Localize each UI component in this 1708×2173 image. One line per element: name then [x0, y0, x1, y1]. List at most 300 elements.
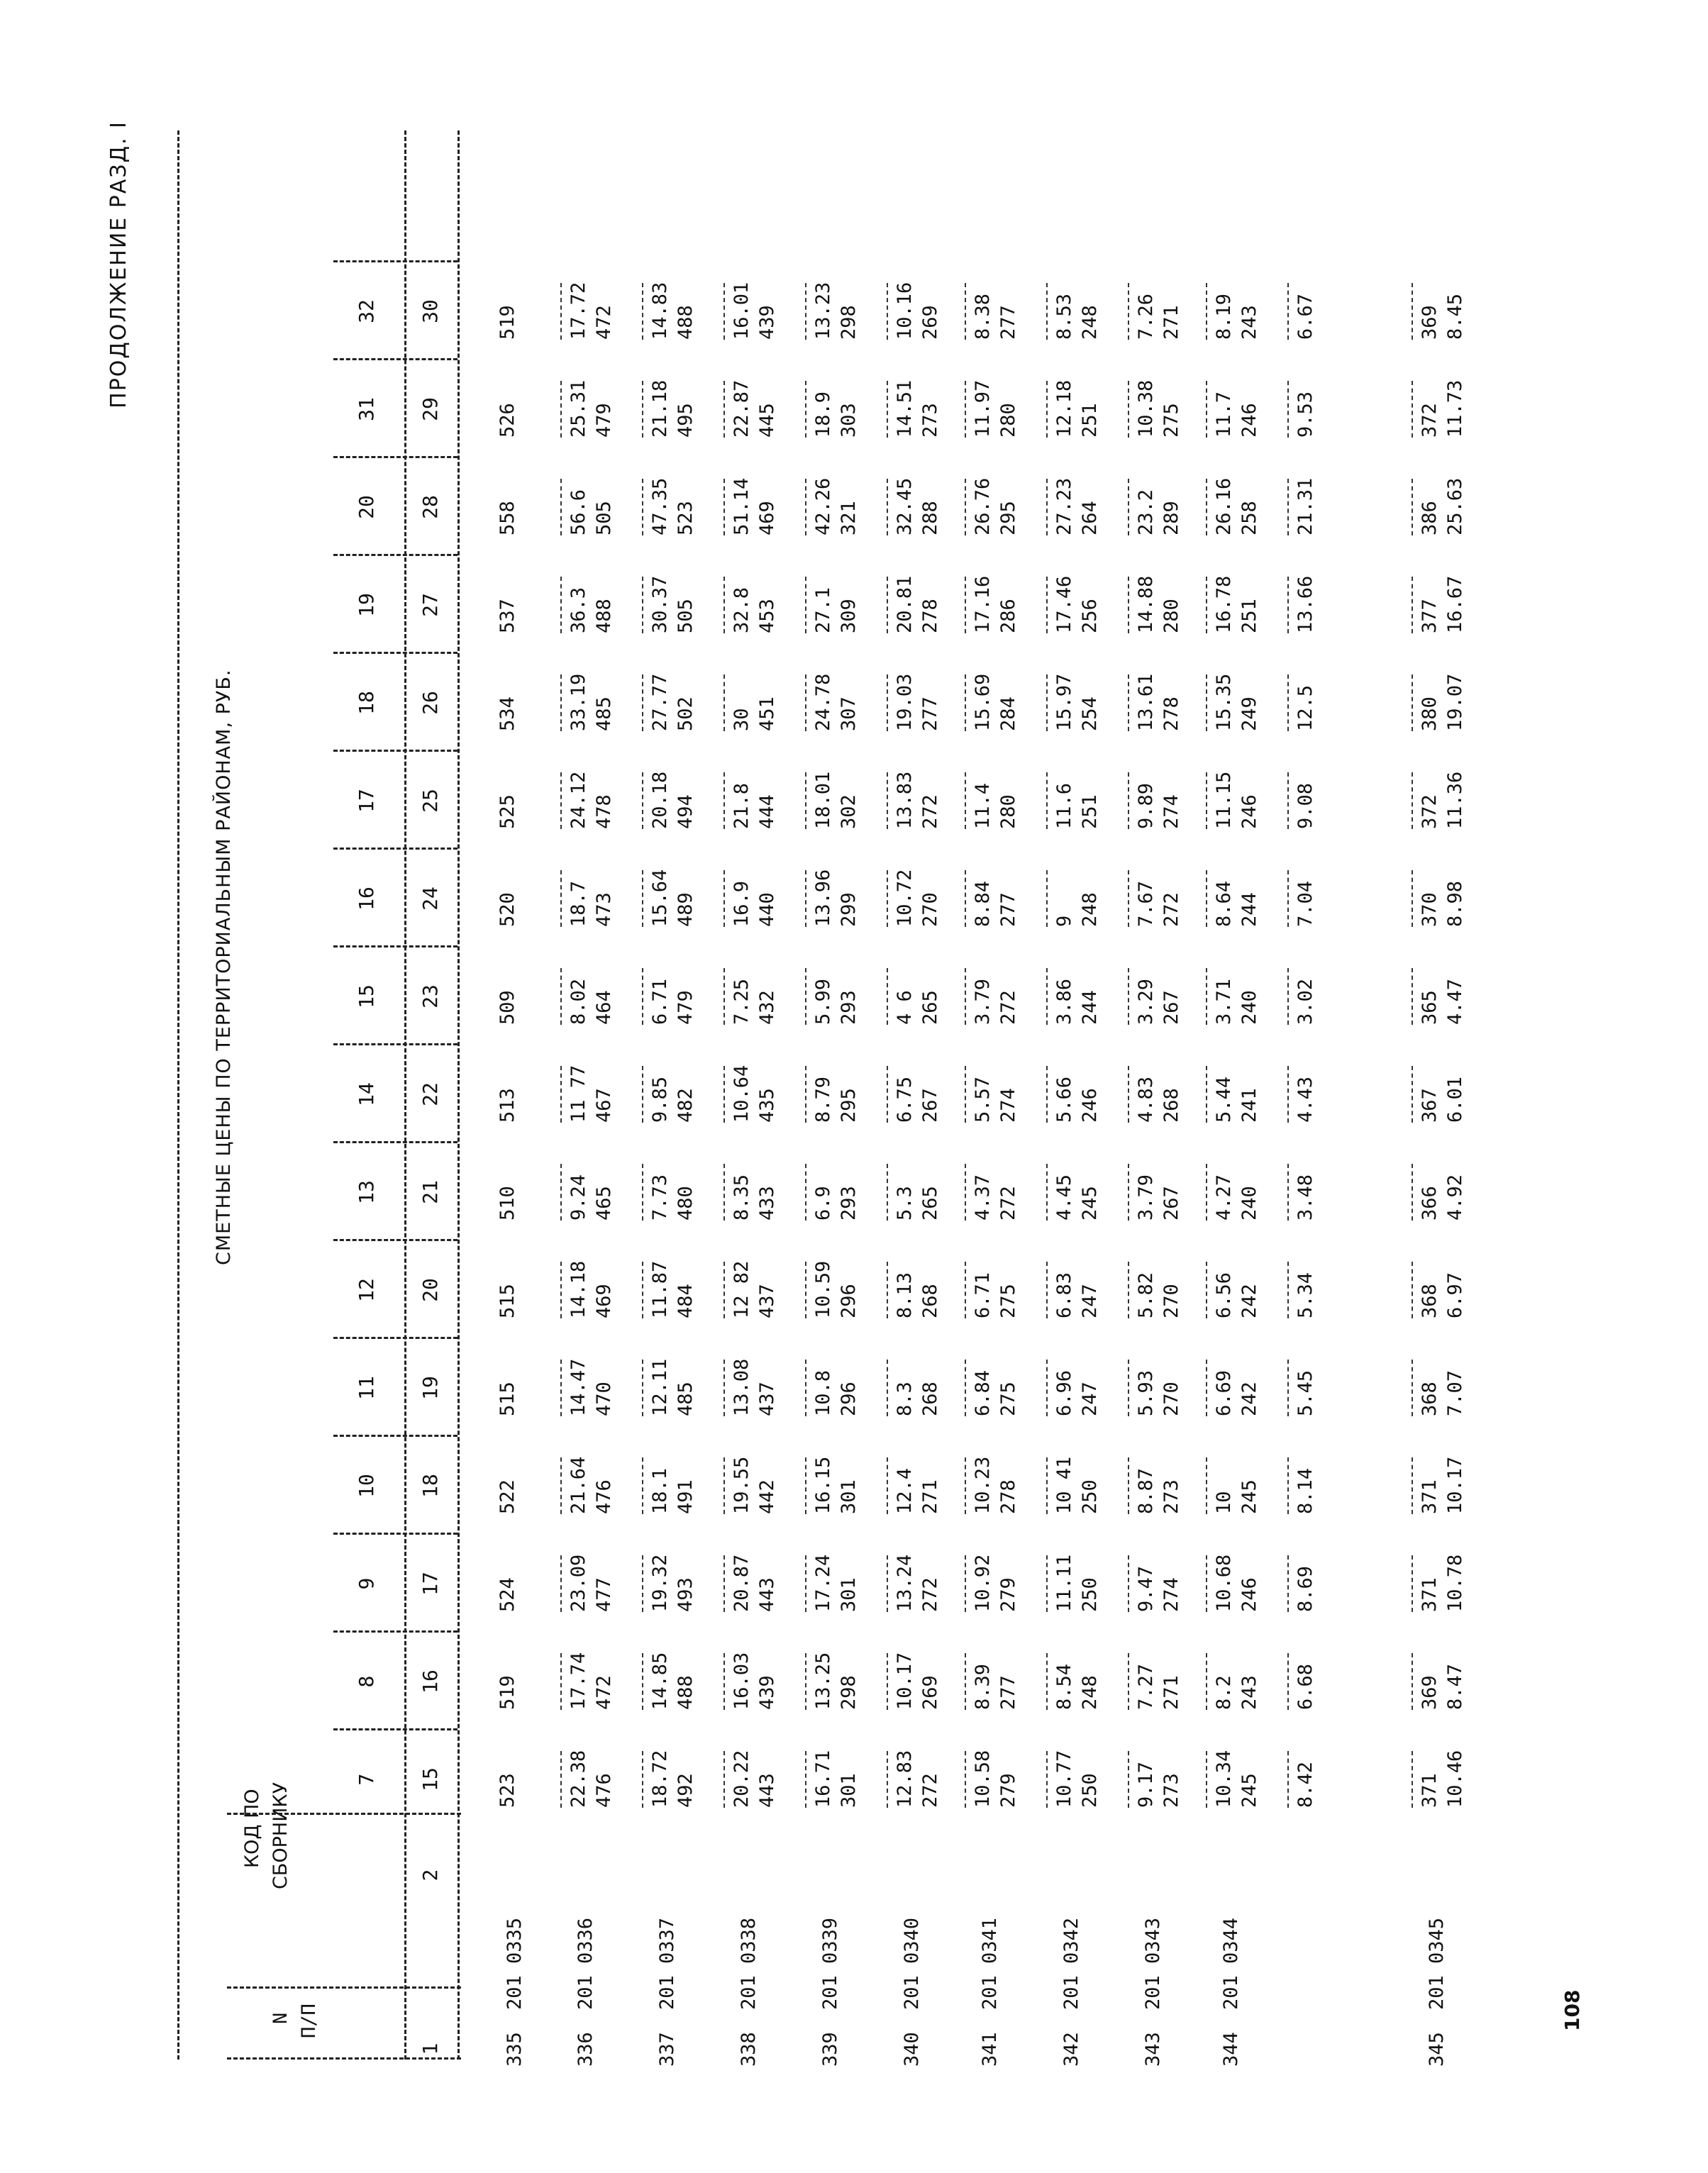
price-value: 13.25: [812, 1652, 834, 1710]
price-value: 6.71: [649, 978, 671, 1025]
header-divider: [333, 1435, 458, 1437]
price-value: 242: [1238, 1382, 1260, 1416]
price-value: 13.96: [812, 869, 834, 927]
cell-rule: [887, 1457, 888, 1514]
price-value: 280: [997, 403, 1019, 438]
price-value: 10.23: [972, 1456, 994, 1514]
header-divider: [227, 2057, 461, 2060]
col-number-top: 18: [355, 691, 378, 715]
price-value: 10.34: [1213, 1750, 1235, 1808]
row-number: 345: [1426, 2032, 1448, 2067]
price-value: 443: [756, 1773, 778, 1808]
cell-rule: [1046, 283, 1048, 340]
cell-rule: [965, 870, 966, 927]
price-value: 479: [593, 403, 615, 438]
cell-rule: [1128, 1262, 1129, 1318]
cell-rule: [1046, 577, 1048, 633]
cell-rule: [560, 674, 562, 731]
price-value: 6.56: [1213, 1272, 1235, 1318]
cell-rule: [965, 479, 966, 535]
price-value: 14.85: [649, 1652, 671, 1710]
cell-rule: [1287, 674, 1289, 731]
cell-rule: [1128, 968, 1129, 1025]
cell-rule: [1412, 1751, 1413, 1808]
price-value: 248: [1079, 305, 1101, 340]
cell-rule: [1287, 1262, 1289, 1318]
price-value: 286: [997, 599, 1019, 633]
price-value: 47.35: [649, 477, 671, 535]
price-value: 522: [497, 1479, 518, 1514]
price-value: 32.45: [894, 477, 916, 535]
price-value: 12.18: [1053, 379, 1075, 438]
price-value: 256: [1079, 599, 1101, 633]
col-number-bottom: 23: [418, 984, 442, 1008]
price-value: 437: [756, 1382, 778, 1416]
col-number-top: 7: [355, 1773, 378, 1786]
price-value: 248: [1079, 892, 1101, 927]
cell-rule: [1206, 577, 1207, 633]
col-number-bottom: 21: [418, 1180, 442, 1204]
price-value: 15.35: [1213, 673, 1235, 731]
cell-rule: [723, 1066, 725, 1123]
cell-rule: [560, 1262, 562, 1318]
price-value: 439: [756, 1675, 778, 1710]
price-value: 8.39: [972, 1663, 994, 1710]
price-value: 22.87: [731, 379, 753, 438]
cell-rule: [1046, 479, 1048, 535]
cell-rule: [1412, 1555, 1413, 1612]
price-value: 19.03: [894, 673, 916, 731]
cell-rule: [965, 1751, 966, 1808]
price-value: 10.58: [972, 1750, 994, 1808]
col-number-top: 17: [355, 789, 378, 813]
price-value: 515: [497, 1284, 518, 1318]
price-value: 293: [838, 990, 860, 1025]
cell-rule: [1287, 968, 1289, 1025]
cell-rule: [965, 968, 966, 1025]
cell-rule: [560, 1360, 562, 1416]
price-value: 13.08: [731, 1358, 753, 1416]
price-value: 13.24: [894, 1554, 916, 1612]
n-header-1: N: [270, 2012, 292, 2024]
cell-rule: [887, 1164, 888, 1221]
cell-rule: [1287, 577, 1289, 633]
price-value: 8.87: [1135, 1467, 1157, 1514]
cell-rule: [1128, 1164, 1129, 1221]
price-value: 482: [675, 1088, 697, 1123]
price-value: 240: [1238, 990, 1260, 1025]
price-value: 296: [838, 1284, 860, 1318]
cell-rule: [887, 674, 888, 731]
price-value: 6.96: [1053, 1369, 1075, 1416]
cell-rule: [723, 1457, 725, 1514]
price-value: 258: [1238, 501, 1260, 535]
price-value: 8.69: [1294, 1565, 1316, 1612]
price-value: 372: [1419, 794, 1441, 829]
price-value: 251: [1238, 599, 1260, 633]
price-value: 5.93: [1135, 1369, 1157, 1416]
price-value: 19.32: [649, 1554, 671, 1612]
cell-rule: [1046, 968, 1048, 1025]
cell-rule: [1412, 1653, 1413, 1710]
cell-rule: [1412, 1360, 1413, 1416]
price-value: 277: [919, 696, 941, 731]
price-value: 274: [1160, 794, 1182, 829]
price-value: 7.67: [1135, 880, 1157, 927]
price-value: 20.18: [649, 771, 671, 829]
cell-rule: [887, 870, 888, 927]
cell-rule: [1412, 870, 1413, 927]
row-number: 335: [504, 2032, 526, 2067]
cell-rule: [887, 1751, 888, 1808]
cell-rule: [1206, 772, 1207, 829]
price-value: 11.87: [649, 1260, 671, 1318]
price-value: 8.02: [567, 978, 589, 1025]
cell-rule: [723, 479, 725, 535]
col-number-bottom: 24: [418, 887, 442, 911]
price-value: 277: [997, 305, 1019, 340]
cell-rule: [887, 1262, 888, 1318]
price-value: 267: [1160, 1186, 1182, 1221]
price-value: 485: [593, 696, 615, 731]
cell-rule: [560, 1751, 562, 1808]
price-value: 17.74: [567, 1652, 589, 1710]
row-code: 201 0345: [1426, 1917, 1448, 2010]
cell-rule: [1046, 1360, 1048, 1416]
price-value: 13.66: [1294, 575, 1316, 633]
cell-rule: [1412, 381, 1413, 438]
price-value: 264: [1079, 501, 1101, 535]
row-number: 340: [901, 2032, 923, 2067]
cell-rule: [1287, 772, 1289, 829]
row-code: 201 0336: [575, 1917, 597, 2010]
cell-rule: [1128, 381, 1129, 438]
cell-rule: [965, 283, 966, 340]
header-divider: [333, 1533, 458, 1535]
price-value: 25.63: [1444, 477, 1466, 535]
col-number-bottom: 22: [418, 1082, 442, 1106]
cell-rule: [642, 283, 643, 340]
price-value: 505: [593, 501, 615, 535]
price-value: 16.9: [731, 880, 753, 927]
cell-rule: [642, 1066, 643, 1123]
price-value: 443: [756, 1577, 778, 1612]
price-value: 30: [731, 708, 753, 731]
cell-rule: [887, 968, 888, 1025]
row-number: 339: [819, 2032, 841, 2067]
row-number: 337: [656, 2032, 678, 2067]
header-divider: [333, 1728, 458, 1730]
header-divider: [333, 358, 458, 360]
cell-rule: [1128, 1555, 1129, 1612]
price-value: 523: [675, 501, 697, 535]
price-value: 5.57: [972, 1076, 994, 1123]
price-value: 3.79: [972, 978, 994, 1025]
price-value: 445: [756, 403, 778, 438]
price-value: 33.19: [567, 673, 589, 731]
price-value: 14.51: [894, 379, 916, 438]
price-value: 5.45: [1294, 1369, 1316, 1416]
cell-rule: [723, 577, 725, 633]
price-value: 4.47: [1444, 978, 1466, 1025]
price-value: 15.64: [649, 869, 671, 927]
col-number-bottom: 19: [418, 1376, 442, 1400]
price-value: 11.73: [1444, 379, 1466, 438]
price-value: 8.98: [1444, 880, 1466, 927]
price-value: 489: [675, 892, 697, 927]
price-value: 299: [838, 892, 860, 927]
header-bottom-rule: [458, 130, 460, 2060]
price-value: 442: [756, 1479, 778, 1514]
price-value: 240: [1238, 1186, 1260, 1221]
cell-rule: [642, 479, 643, 535]
cell-rule: [642, 968, 643, 1025]
cell-rule: [805, 1751, 806, 1808]
price-value: 307: [838, 696, 860, 731]
price-value: 10.38: [1135, 379, 1157, 438]
price-value: 16.01: [731, 282, 753, 340]
cell-rule: [965, 1555, 966, 1612]
price-value: 4.83: [1135, 1076, 1157, 1123]
price-value: 272: [919, 794, 941, 829]
price-value: 18.1: [649, 1467, 671, 1514]
cell-rule: [1046, 1751, 1048, 1808]
cell-rule: [642, 772, 643, 829]
price-value: 246: [1238, 403, 1260, 438]
price-value: 23.2: [1135, 489, 1157, 535]
price-value: 491: [675, 1479, 697, 1514]
cell-rule: [560, 870, 562, 927]
cell-rule: [887, 577, 888, 633]
row-code: 201 0335: [504, 1917, 526, 2010]
price-value: 21.8: [731, 782, 753, 829]
cell-rule: [642, 1653, 643, 1710]
price-value: 3.79: [1135, 1174, 1157, 1221]
price-value: 303: [838, 403, 860, 438]
cell-rule: [642, 381, 643, 438]
price-value: 278: [919, 599, 941, 633]
cell-rule: [1412, 772, 1413, 829]
section-header: ПРОДОЛЖЕНИЕ РАЗД. I: [106, 121, 131, 409]
cell-rule: [805, 1066, 806, 1123]
cell-rule: [965, 1164, 966, 1221]
price-value: 21.31: [1294, 477, 1316, 535]
price-value: 479: [675, 990, 697, 1025]
price-value: 244: [1238, 892, 1260, 927]
price-value: 247: [1079, 1382, 1101, 1416]
header-divider: [227, 1986, 461, 1989]
cell-rule: [1046, 870, 1048, 927]
price-value: 277: [997, 892, 1019, 927]
price-value: 265: [919, 990, 941, 1025]
row-code: 201 0344: [1220, 1917, 1242, 2010]
col-number-top: 10: [355, 1474, 378, 1498]
price-value: 4.43: [1294, 1076, 1316, 1123]
cell-rule: [805, 283, 806, 340]
price-value: 519: [497, 305, 518, 340]
cell-rule: [1128, 283, 1129, 340]
price-value: 321: [838, 501, 860, 535]
col-number-bottom: 2: [418, 1869, 442, 1882]
price-value: 9.47: [1135, 1565, 1157, 1612]
cell-rule: [1206, 381, 1207, 438]
price-value: 484: [675, 1284, 697, 1318]
price-value: 8.13: [894, 1272, 916, 1318]
price-value: 246: [1238, 1577, 1260, 1612]
price-value: 271: [1160, 305, 1182, 340]
price-value: 368: [1419, 1284, 1441, 1318]
col-number-bottom: 15: [418, 1767, 442, 1791]
row-number: 344: [1220, 2032, 1242, 2067]
price-value: 7.27: [1135, 1663, 1157, 1710]
cell-rule: [560, 1164, 562, 1221]
cell-rule: [965, 577, 966, 633]
price-value: 14.83: [649, 282, 671, 340]
price-value: 14.18: [567, 1260, 589, 1318]
cell-rule: [965, 1457, 966, 1514]
price-value: 272: [919, 1773, 941, 1808]
price-value: 17.16: [972, 575, 994, 633]
price-value: 280: [997, 794, 1019, 829]
header-divider: [333, 554, 458, 556]
price-value: 6.67: [1294, 293, 1316, 340]
header-divider: [333, 1337, 458, 1339]
cell-rule: [805, 381, 806, 438]
price-value: 10.92: [972, 1554, 994, 1612]
price-value: 273: [919, 403, 941, 438]
price-value: 241: [1238, 1088, 1260, 1123]
price-value: 524: [497, 1577, 518, 1612]
price-value: 18.72: [649, 1750, 671, 1808]
cell-rule: [560, 1653, 562, 1710]
price-value: 11.6: [1053, 782, 1075, 829]
cell-rule: [887, 1653, 888, 1710]
cell-rule: [723, 1360, 725, 1416]
price-value: 245: [1238, 1479, 1260, 1514]
cell-rule: [887, 381, 888, 438]
cell-rule: [805, 968, 806, 1025]
cell-rule: [1287, 1751, 1289, 1808]
cell-rule: [642, 1751, 643, 1808]
cell-rule: [1128, 1066, 1129, 1123]
price-value: 246: [1079, 1088, 1101, 1123]
row-code: 201 0342: [1060, 1917, 1082, 2010]
row-number: 336: [575, 2032, 597, 2067]
price-value: 525: [497, 794, 518, 829]
price-value: 244: [1079, 990, 1101, 1025]
cell-rule: [1287, 870, 1289, 927]
price-value: 3.71: [1213, 978, 1235, 1025]
price-value: 6.97: [1444, 1272, 1466, 1318]
cell-rule: [1128, 479, 1129, 535]
price-value: 19.07: [1444, 673, 1466, 731]
price-value: 26.16: [1213, 477, 1235, 535]
price-value: 4.92: [1444, 1174, 1466, 1221]
cell-rule: [642, 1164, 643, 1221]
col-number-top: 16: [355, 887, 378, 911]
price-value: 8.42: [1294, 1761, 1316, 1808]
cell-rule: [965, 381, 966, 438]
price-value: 371: [1419, 1773, 1441, 1808]
cell-rule: [1206, 283, 1207, 340]
price-value: 272: [1160, 892, 1182, 927]
cell-rule: [805, 1262, 806, 1318]
cell-rule: [887, 772, 888, 829]
price-value: 488: [675, 305, 697, 340]
cell-rule: [1206, 674, 1207, 731]
price-value: 386: [1419, 501, 1441, 535]
cell-rule: [1046, 1066, 1048, 1123]
price-value: 433: [756, 1186, 778, 1221]
price-value: 250: [1079, 1479, 1101, 1514]
price-value: 10 41: [1053, 1456, 1075, 1514]
price-value: 8.38: [972, 293, 994, 340]
price-value: 23.09: [567, 1554, 589, 1612]
price-value: 25.31: [567, 379, 589, 438]
price-value: 369: [1419, 305, 1441, 340]
price-value: 298: [838, 305, 860, 340]
price-value: 526: [497, 403, 518, 438]
price-value: 6.69: [1213, 1369, 1235, 1416]
col-number-bottom: 28: [418, 495, 442, 519]
cell-rule: [642, 1360, 643, 1416]
price-value: 277: [997, 1675, 1019, 1710]
col-number-bottom: 27: [418, 593, 442, 617]
cell-rule: [1046, 1262, 1048, 1318]
price-value: 24.78: [812, 673, 834, 731]
cell-rule: [1206, 1751, 1207, 1808]
price-value: 4.27: [1213, 1174, 1235, 1221]
price-value: 5.66: [1053, 1076, 1075, 1123]
cell-rule: [1287, 1653, 1289, 1710]
price-value: 272: [919, 1577, 941, 1612]
price-value: 11.4: [972, 782, 994, 829]
price-value: 372: [1419, 403, 1441, 438]
price-value: 432: [756, 990, 778, 1025]
cell-rule: [805, 577, 806, 633]
code-header-1: КОД ПО: [241, 1789, 263, 1868]
price-value: 509: [497, 990, 518, 1025]
price-value: 485: [675, 1382, 697, 1416]
price-value: 12.5: [1294, 684, 1316, 731]
price-value: 298: [838, 1675, 860, 1710]
price-value: 10.72: [894, 869, 916, 927]
cell-rule: [805, 1555, 806, 1612]
price-value: 3.48: [1294, 1174, 1316, 1221]
price-value: 272: [997, 990, 1019, 1025]
cell-rule: [805, 1360, 806, 1416]
price-value: 295: [838, 1088, 860, 1123]
price-value: 24.12: [567, 771, 589, 829]
cell-rule: [1412, 1164, 1413, 1221]
cell-rule: [723, 1262, 725, 1318]
price-value: 6.71: [972, 1272, 994, 1318]
cell-rule: [1046, 381, 1048, 438]
col-number-top: 9: [355, 1577, 378, 1590]
price-value: 6.75: [894, 1076, 916, 1123]
price-value: 15.69: [972, 673, 994, 731]
cell-rule: [805, 1457, 806, 1514]
price-value: 537: [497, 599, 518, 633]
price-value: 278: [997, 1479, 1019, 1514]
cell-rule: [805, 1164, 806, 1221]
cell-rule: [1206, 1653, 1207, 1710]
price-value: 10.16: [894, 282, 916, 340]
cell-rule: [642, 1555, 643, 1612]
price-value: 269: [919, 1675, 941, 1710]
price-value: 21.18: [649, 379, 671, 438]
price-value: 17.46: [1053, 575, 1075, 633]
